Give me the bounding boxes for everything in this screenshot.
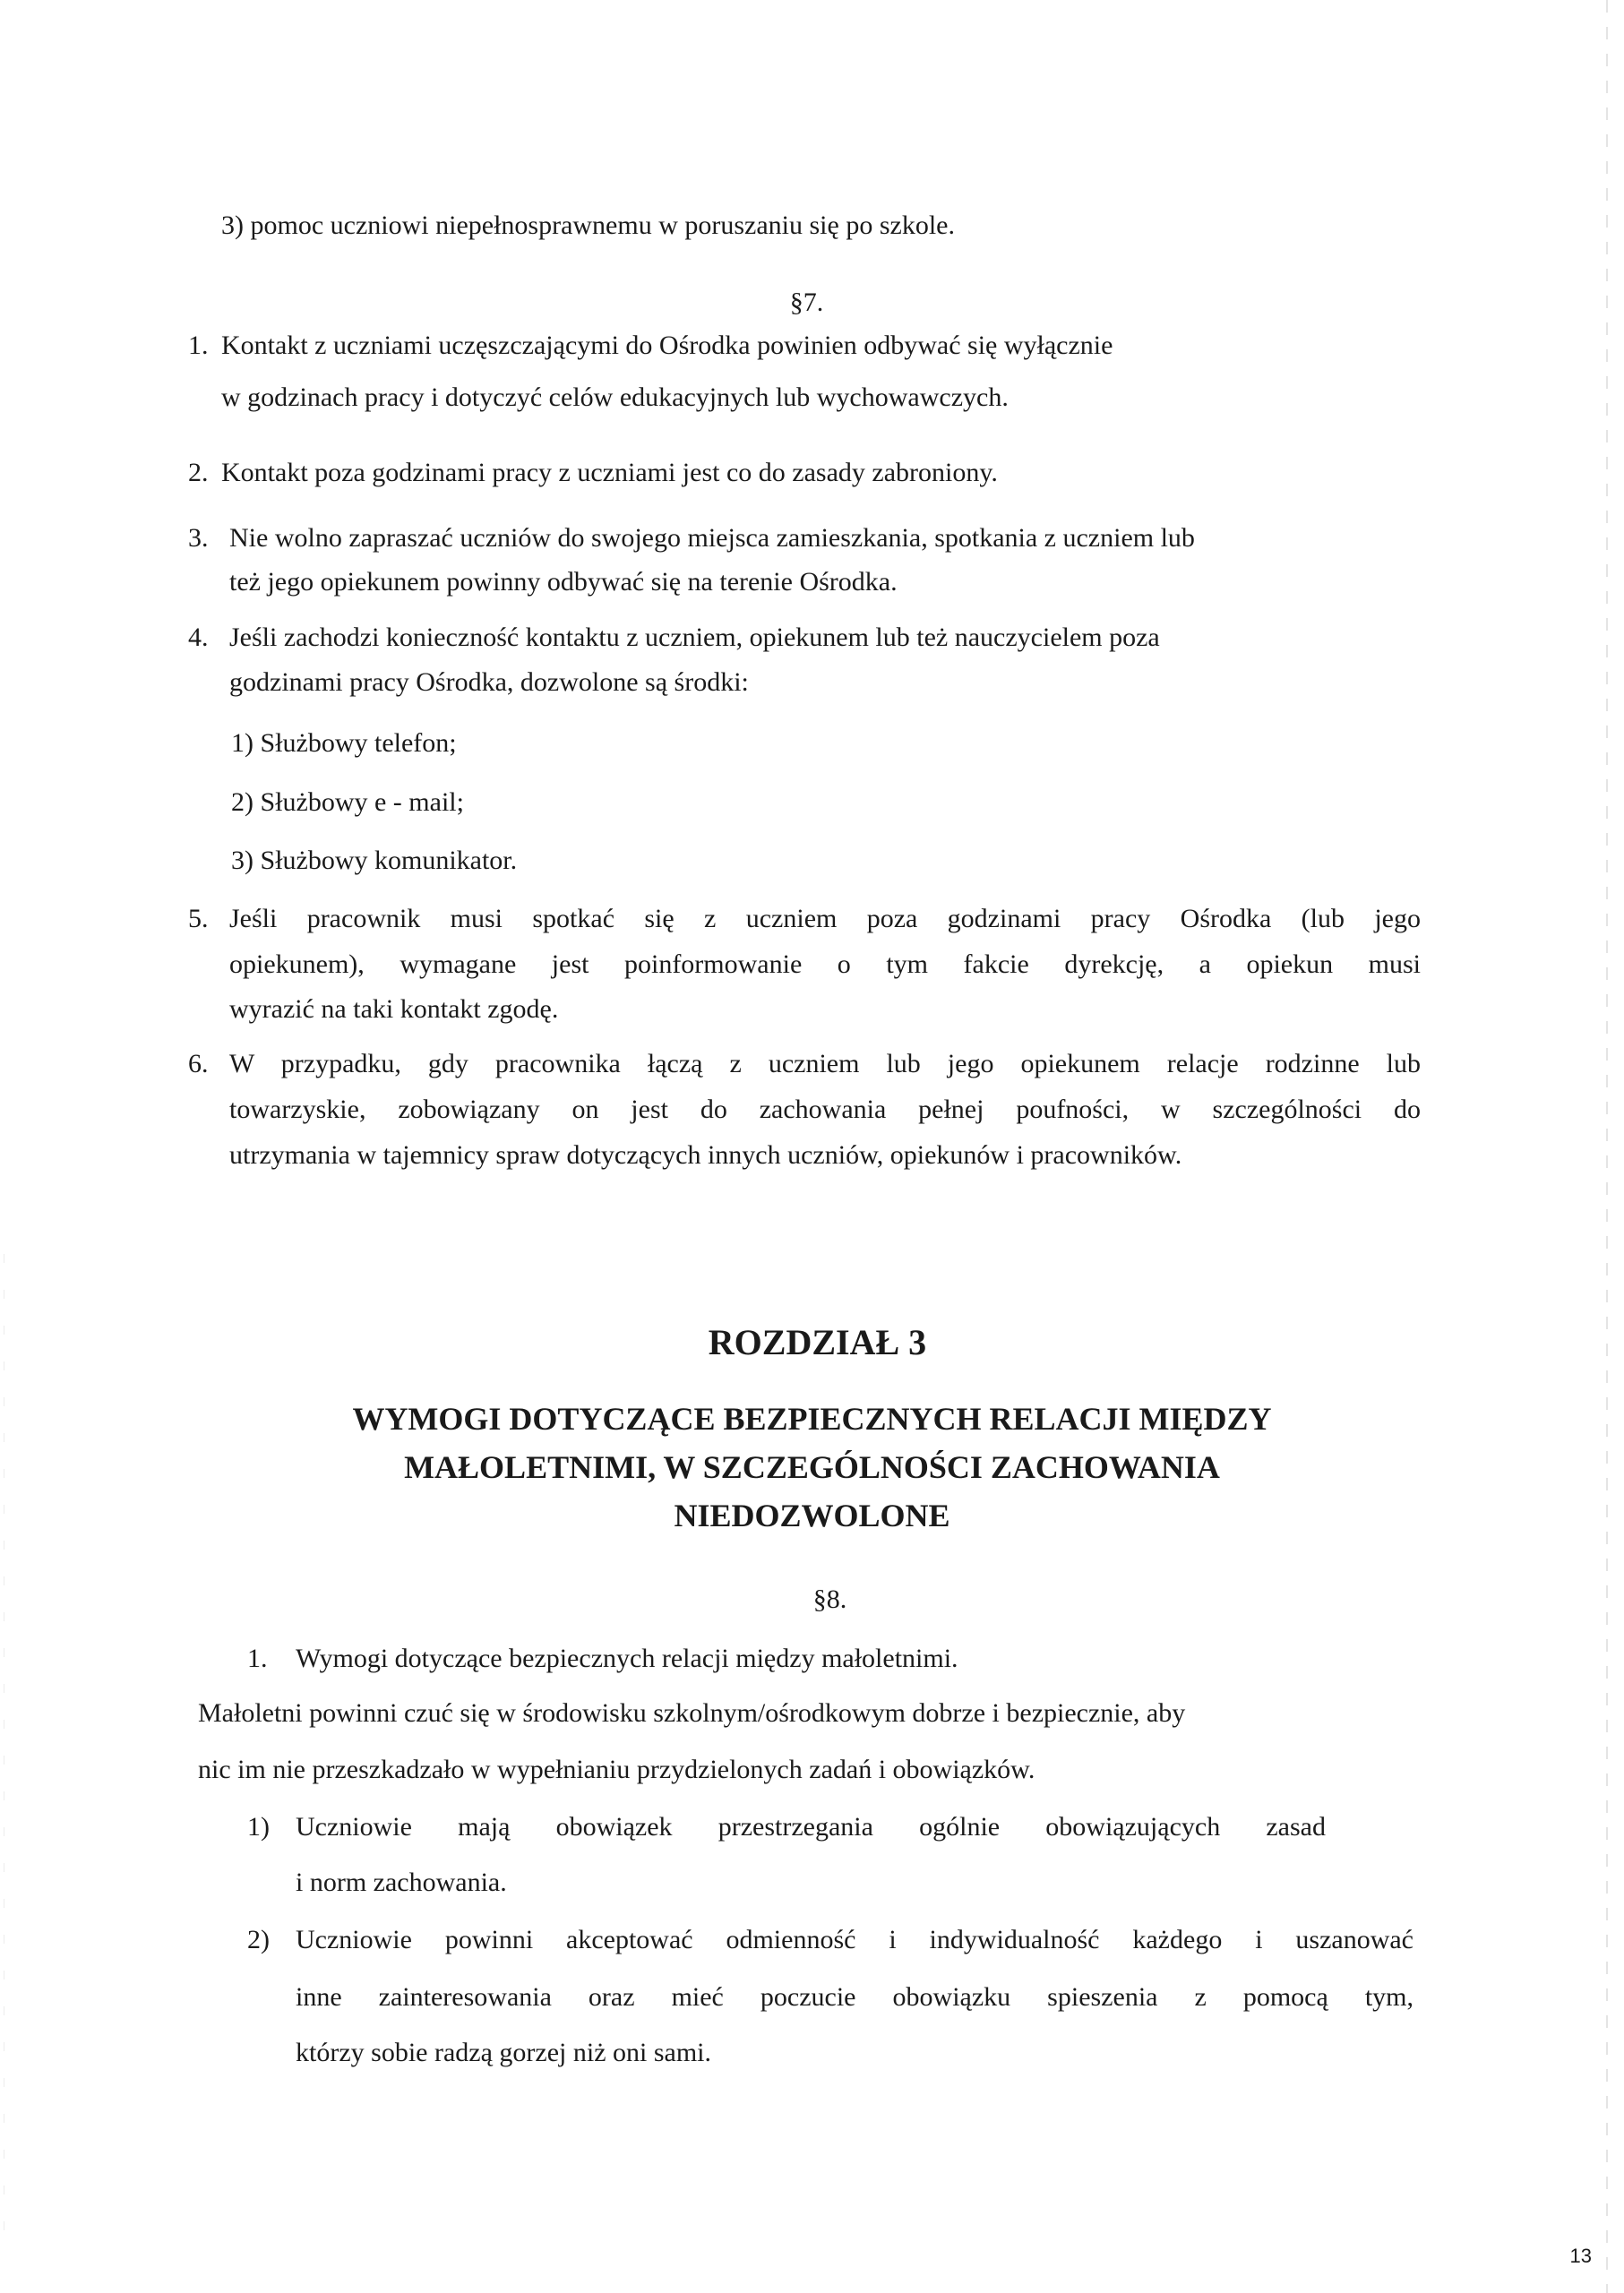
item-text: utrzymania w tajemnicy spraw dotyczących innych uczniów, opiekunów i pracowników. xyxy=(229,1140,1182,1170)
sub-list-item: 3) Służbowy komunikator. xyxy=(231,846,518,875)
section-heading-8: §8. xyxy=(812,1584,847,1614)
item-text: i norm zachowania. xyxy=(296,1868,507,1897)
item-text: Kontakt z uczniami uczęszczającymi do Ośrodka powinien odbywać się wyłącznie xyxy=(221,331,1113,360)
item-number: 1. xyxy=(188,331,209,360)
item-text: też jego opiekunem powinny odbywać się na terenie Ośrodka. xyxy=(229,567,898,597)
item-text: Uczniowie powinni akceptować odmienność i indywidualność każdego i uszanować xyxy=(296,1925,1413,1954)
item-number: 1) xyxy=(247,1812,270,1842)
item-text: Uczniowie mają obowiązek przestrzegania ogólnie obowiązujących zasad xyxy=(296,1812,1326,1842)
item-text: towarzyskie, zobowiązany on jest do zachowania pełnej poufności, w szczególności do xyxy=(229,1095,1421,1124)
paragraph-line: Małoletni powinni czuć się w środowisku szkolnym/ośrodkowym dobrze i bezpiecznie, aby xyxy=(198,1698,1186,1728)
item-text: Nie wolno zapraszać uczniów do swojego miejsca zamieszkania, spotkania z uczniem lub xyxy=(229,523,1195,553)
item-text: Jeśli zachodzi konieczność kontaktu z uczniem, opiekunem lub też nauczycielem poza xyxy=(229,623,1160,652)
chapter-subtitle: WYMOGI DOTYCZĄCE BEZPIECZNYCH RELACJI MIĘDZY xyxy=(352,1401,1272,1437)
chapter-title: ROZDZIAŁ 3 xyxy=(708,1322,927,1362)
item-text: inne zainteresowania oraz mieć poczucie obowiązku spieszenia z pomocą tym, xyxy=(296,1982,1413,2012)
item-number: 5. xyxy=(188,904,209,933)
item-number: 1. xyxy=(247,1644,268,1673)
item-text: którzy sobie radzą gorzej niż oni sami. xyxy=(296,2038,712,2067)
item-text: W przypadku, gdy pracownika łączą z uczniem lub jego opiekunem relacje rodzinne lub xyxy=(229,1049,1421,1078)
page-number: 13 xyxy=(1569,2245,1592,2267)
chapter-subtitle: NIEDOZWOLONE xyxy=(674,1498,950,1533)
section-heading-7: §7. xyxy=(789,288,824,317)
item-text: w godzinach pracy i dotyczyć celów edukacyjnych lub wychowawczych. xyxy=(221,382,1009,412)
item-text: Wymogi dotyczące bezpiecznych relacji między małoletnimi. xyxy=(296,1644,958,1673)
item-number: 3. xyxy=(188,523,209,553)
item-text: Kontakt poza godzinami pracy z uczniami jest co do zasady zabroniony. xyxy=(221,458,998,487)
item-text: godzinami pracy Ośrodka, dozwolone są środki: xyxy=(229,667,749,697)
item-text: opiekunem), wymagane jest poinformowanie o tym fakcie dyrekcję, a opiekun musi xyxy=(229,949,1421,979)
paragraph-line: nic im nie przeszkadzało w wypełnianiu przydzielonych zadań i obowiązków. xyxy=(198,1755,1035,1784)
item-number: 6. xyxy=(188,1049,209,1078)
sub-list-item: 1) Służbowy telefon; xyxy=(231,728,457,758)
item-text: Jeśli pracownik musi spotkać się z uczniem poza godzinami pracy Ośrodka (lub jego xyxy=(229,904,1421,933)
item-number: 2. xyxy=(188,458,209,487)
list-item: 3) pomoc uczniowi niepełnosprawnemu w poruszaniu się po szkole. xyxy=(221,210,955,240)
item-number: 4. xyxy=(188,623,209,652)
item-text: wyrazić na taki kontakt zgodę. xyxy=(229,994,559,1024)
chapter-subtitle: MAŁOLETNIMI, W SZCZEGÓLNOŚCI ZACHOWANIA xyxy=(404,1449,1220,1485)
scan-edge-artifact xyxy=(1606,0,1608,2293)
item-number: 2) xyxy=(247,1925,270,1954)
sub-list-item: 2) Służbowy e - mail; xyxy=(231,787,464,817)
